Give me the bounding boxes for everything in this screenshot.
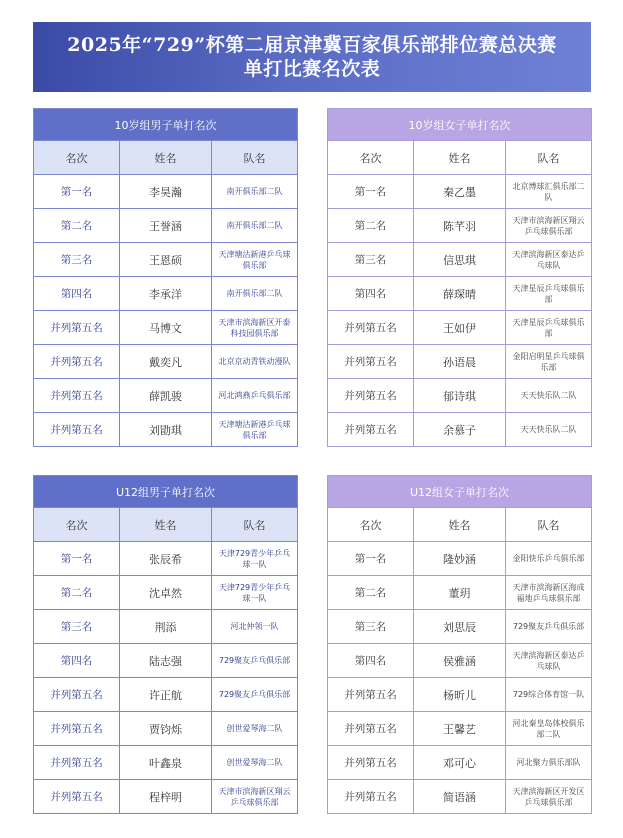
- name-cell: 薛凯骏: [120, 379, 212, 413]
- table-row: [34, 746, 298, 780]
- page-title: 2025年“729”杯第二届京津冀百家俱乐部排位赛总决赛: [67, 34, 557, 56]
- name-cell: 孙语晨: [414, 345, 506, 379]
- rank-cell: 并列第五名: [328, 413, 414, 447]
- rank-cell: 并列第五名: [328, 311, 414, 345]
- table-row: [34, 379, 298, 413]
- column-header-rank: 名次: [328, 141, 414, 175]
- table-row: [328, 542, 592, 576]
- name-cell: 邓可心: [414, 746, 506, 780]
- name-cell: 余慕子: [414, 413, 506, 447]
- rank-cell: 第四名: [328, 644, 414, 678]
- name-cell: 李承洋: [120, 277, 212, 311]
- table-row: [34, 644, 298, 678]
- team-cell: 天津市滨海新区海成福地乒乓球俱乐部: [506, 576, 592, 610]
- team-cell: 729聚友乒乓俱乐部: [506, 610, 592, 644]
- table-row: [328, 576, 592, 610]
- boys-10-table: [33, 108, 298, 447]
- rank-cell: 并列第五名: [328, 746, 414, 780]
- team-cell: 天津市滨海新区开泰科技园俱乐部: [212, 311, 298, 345]
- rank-cell: 并列第五名: [34, 413, 120, 447]
- table-row: [328, 413, 592, 447]
- rank-cell: 并列第五名: [34, 712, 120, 746]
- column-header-name: 姓名: [414, 508, 506, 542]
- rank-cell: 第三名: [34, 243, 120, 277]
- team-cell: 河北鸿燕乒乓俱乐部: [212, 379, 298, 413]
- team-cell: 天津滨海新区泰达乒乓球队: [506, 644, 592, 678]
- rank-cell: 第二名: [34, 209, 120, 243]
- name-cell: 简语涵: [414, 780, 506, 814]
- team-cell: 天津塘沽新港乒乓球俱乐部: [212, 413, 298, 447]
- table-row: [328, 610, 592, 644]
- name-cell: 陆志强: [120, 644, 212, 678]
- name-cell: 张辰希: [120, 542, 212, 576]
- name-cell: 侯雅涵: [414, 644, 506, 678]
- column-header-team: 队名: [506, 508, 592, 542]
- boys-u12-table: [33, 475, 298, 814]
- page-subtitle: 单打比赛名次表: [243, 58, 381, 80]
- table-row: [34, 780, 298, 814]
- rank-cell: 并列第五名: [328, 780, 414, 814]
- rank-cell: 并列第五名: [328, 345, 414, 379]
- name-cell: 荆添: [120, 610, 212, 644]
- rank-cell: 第四名: [34, 644, 120, 678]
- rank-cell: 并列第五名: [34, 678, 120, 712]
- team-cell: 天津市滨海新区翔云乒乓球俱乐部: [212, 780, 298, 814]
- team-cell: 南开俱乐部二队: [212, 209, 298, 243]
- rank-cell: 第二名: [328, 576, 414, 610]
- table-row: [34, 413, 298, 447]
- name-cell: 陈芊羽: [414, 209, 506, 243]
- table-row: [328, 678, 592, 712]
- name-cell: 薛琛晴: [414, 277, 506, 311]
- name-cell: 李昊瀚: [120, 175, 212, 209]
- column-header-name: 姓名: [414, 141, 506, 175]
- table-row: [328, 712, 592, 746]
- rank-cell: 第三名: [328, 243, 414, 277]
- team-cell: 天津滨海新区开发区乒乓球俱乐部: [506, 780, 592, 814]
- team-cell: 河北仲领一队: [212, 610, 298, 644]
- table-row: [328, 209, 592, 243]
- rank-cell: 第二名: [328, 209, 414, 243]
- column-header-rank: 名次: [34, 141, 120, 175]
- column-header-name: 姓名: [120, 508, 212, 542]
- name-cell: 程梓明: [120, 780, 212, 814]
- name-cell: 刘思辰: [414, 610, 506, 644]
- column-header-team: 队名: [506, 141, 592, 175]
- table-row: [34, 311, 298, 345]
- column-header-team: 队名: [212, 141, 298, 175]
- table-row: [328, 780, 592, 814]
- rank-cell: 第一名: [328, 542, 414, 576]
- rank-cell: 第一名: [34, 175, 120, 209]
- rank-cell: 并列第五名: [328, 678, 414, 712]
- title-banner: [33, 22, 591, 92]
- name-cell: 戴奕凡: [120, 345, 212, 379]
- girls-u12-table: [327, 475, 592, 814]
- table-row: [34, 277, 298, 311]
- team-cell: 729聚友乒乓俱乐部: [212, 644, 298, 678]
- table-title: U12组女子单打名次: [328, 476, 592, 508]
- table-row: [34, 175, 298, 209]
- rank-cell: 并列第五名: [34, 780, 120, 814]
- rank-cell: 第三名: [34, 610, 120, 644]
- girls-10-table: [327, 108, 592, 447]
- team-cell: 北京博球汇俱乐部二队: [506, 175, 592, 209]
- team-cell: 729综合体育馆一队: [506, 678, 592, 712]
- team-cell: 天津塘沽新港乒乓球俱乐部: [212, 243, 298, 277]
- name-cell: 许正航: [120, 678, 212, 712]
- table-row: [34, 209, 298, 243]
- team-cell: 天天快乐队二队: [506, 413, 592, 447]
- rank-cell: 并列第五名: [328, 379, 414, 413]
- table-row: [34, 610, 298, 644]
- team-cell: 天津星辰乒乓球俱乐部: [506, 311, 592, 345]
- team-cell: 创世爱琴海二队: [212, 746, 298, 780]
- name-cell: 杨昕儿: [414, 678, 506, 712]
- name-cell: 刘勖琪: [120, 413, 212, 447]
- name-cell: 贾钧烁: [120, 712, 212, 746]
- table-row: [34, 576, 298, 610]
- table-row: [328, 243, 592, 277]
- table-row: [328, 277, 592, 311]
- table-row: [34, 243, 298, 277]
- team-cell: 河北秦皇岛体校俱乐部二队: [506, 712, 592, 746]
- table-row: [328, 379, 592, 413]
- column-header-team: 队名: [212, 508, 298, 542]
- rank-cell: 并列第五名: [34, 311, 120, 345]
- name-cell: 信思琪: [414, 243, 506, 277]
- name-cell: 沈卓然: [120, 576, 212, 610]
- name-cell: 秦乙墨: [414, 175, 506, 209]
- team-cell: 天津729青少年乒乓球一队: [212, 576, 298, 610]
- team-cell: 729聚友乒乓俱乐部: [212, 678, 298, 712]
- rank-cell: 并列第五名: [34, 746, 120, 780]
- team-cell: 南开俱乐部二队: [212, 175, 298, 209]
- table-row: [328, 175, 592, 209]
- team-cell: 天津滨海新区泰达乒乓球队: [506, 243, 592, 277]
- name-cell: 叶鑫泉: [120, 746, 212, 780]
- name-cell: 王馨艺: [414, 712, 506, 746]
- table-title: U12组男子单打名次: [34, 476, 298, 508]
- team-cell: 南开俱乐部二队: [212, 277, 298, 311]
- team-cell: 天津星辰乒乓球俱乐部: [506, 277, 592, 311]
- rank-cell: 第三名: [328, 610, 414, 644]
- table-row: [34, 345, 298, 379]
- team-cell: 北京京动青铁动漫队: [212, 345, 298, 379]
- name-cell: 王如伊: [414, 311, 506, 345]
- team-cell: 创世爱琴海二队: [212, 712, 298, 746]
- name-cell: 董玥: [414, 576, 506, 610]
- team-cell: 河北聚力俱乐部队: [506, 746, 592, 780]
- team-cell: 金阳启明星乒乓球俱乐部: [506, 345, 592, 379]
- rank-cell: 并列第五名: [34, 345, 120, 379]
- column-header-rank: 名次: [328, 508, 414, 542]
- table-row: [328, 345, 592, 379]
- table-row: [328, 311, 592, 345]
- rank-cell: 并列第五名: [328, 712, 414, 746]
- team-cell: 天津729青少年乒乓球一队: [212, 542, 298, 576]
- table-row: [34, 678, 298, 712]
- rank-cell: 第四名: [328, 277, 414, 311]
- team-cell: 金阳快乐乒乓俱乐部: [506, 542, 592, 576]
- team-cell: 天天快乐队二队: [506, 379, 592, 413]
- table-row: [328, 644, 592, 678]
- rank-cell: 第一名: [34, 542, 120, 576]
- table-row: [34, 542, 298, 576]
- table-row: [328, 746, 592, 780]
- name-cell: 王誉涵: [120, 209, 212, 243]
- rank-cell: 并列第五名: [34, 379, 120, 413]
- rank-cell: 第一名: [328, 175, 414, 209]
- name-cell: 马博文: [120, 311, 212, 345]
- column-header-rank: 名次: [34, 508, 120, 542]
- rank-cell: 第二名: [34, 576, 120, 610]
- table-row: [34, 712, 298, 746]
- column-header-name: 姓名: [120, 141, 212, 175]
- table-title: 10岁组女子单打名次: [328, 109, 592, 141]
- name-cell: 隆妙涵: [414, 542, 506, 576]
- table-title: 10岁组男子单打名次: [34, 109, 298, 141]
- name-cell: 王恩硕: [120, 243, 212, 277]
- team-cell: 天津市滨海新区翔云乒乓球俱乐部: [506, 209, 592, 243]
- name-cell: 郁诗琪: [414, 379, 506, 413]
- rank-cell: 第四名: [34, 277, 120, 311]
